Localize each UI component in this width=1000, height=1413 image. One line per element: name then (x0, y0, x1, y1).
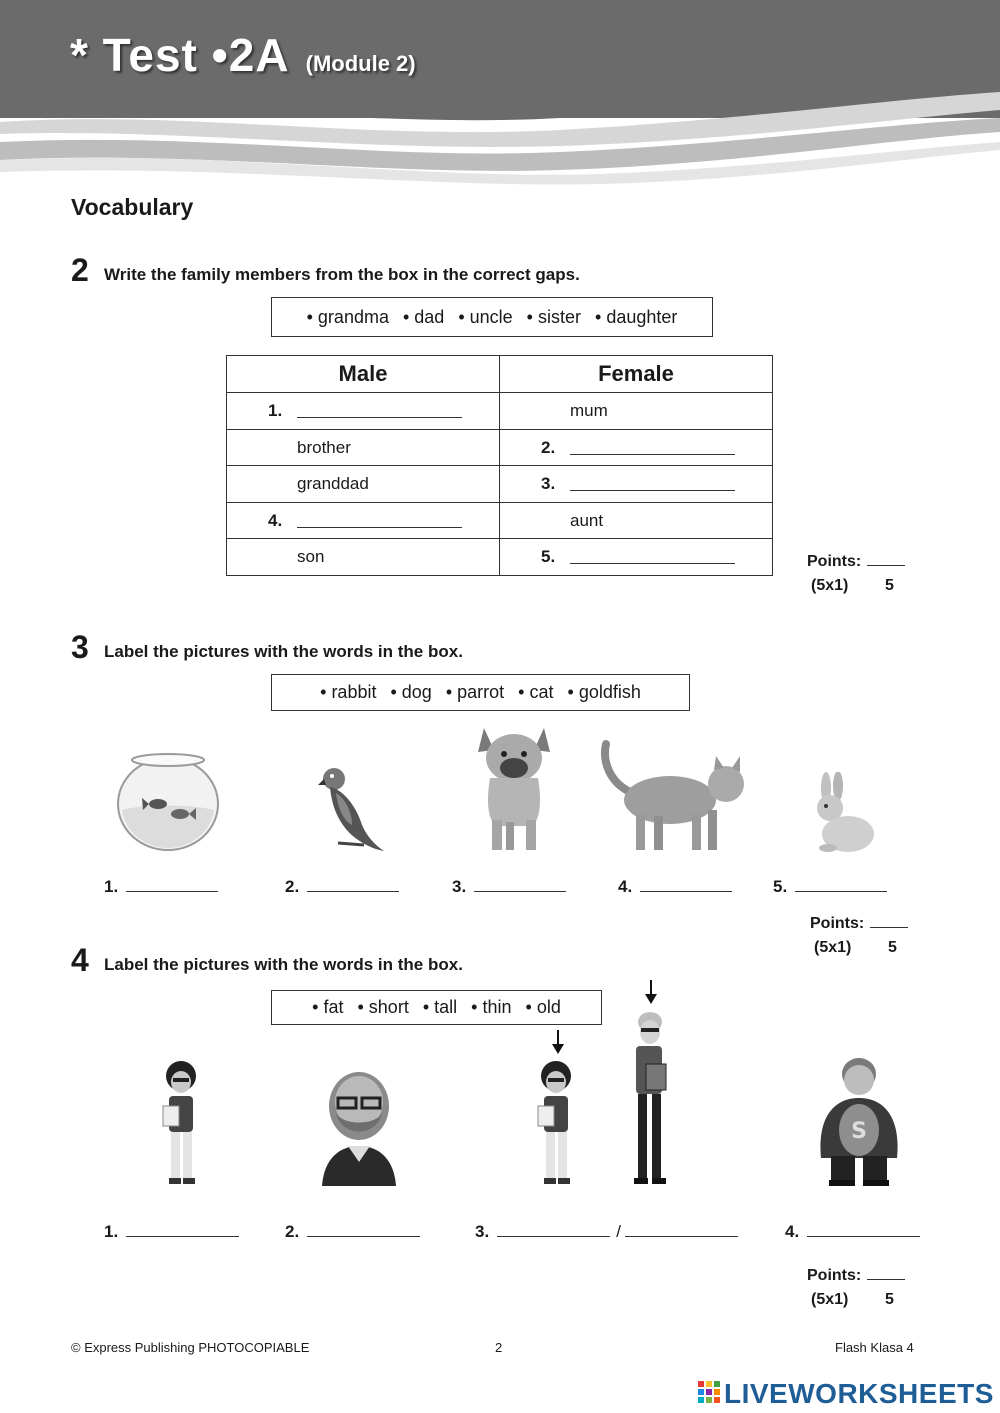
exercise-4-points (807, 1264, 927, 1316)
header-banner (0, 0, 1000, 190)
given-word: granddad (297, 474, 369, 494)
given-word: brother (297, 437, 351, 457)
exercise-4-answer (285, 1222, 420, 1242)
word-box-item: • dad (403, 307, 444, 328)
goldfish-bowl-picture (112, 750, 224, 852)
male-cell (227, 429, 500, 466)
word-box-item: • old (526, 997, 561, 1018)
exercise-2-number: 2 (71, 252, 89, 288)
exercise-3-answer (104, 877, 218, 897)
answer-gap[interactable] (570, 563, 735, 564)
footer-book-title: Flash Klasa 4 (835, 1340, 914, 1355)
female-header: Female (500, 356, 773, 393)
answer-gap[interactable] (307, 878, 399, 892)
table-header-row (227, 356, 773, 393)
answer-number: 2. (285, 877, 300, 896)
item-number: 3. (541, 474, 556, 494)
answer-gap[interactable] (307, 1223, 420, 1237)
footer-copyright: © Express Publishing PHOTOCOPIABLE (71, 1340, 310, 1355)
points-label: Points: (810, 915, 865, 932)
answer-gap[interactable] (640, 878, 732, 892)
word-box-item: • dog (390, 682, 431, 703)
female-cell[interactable] (500, 429, 773, 466)
exercise-4-answer (104, 1222, 239, 1242)
dog-picture (466, 722, 562, 854)
svg-text:S: S (851, 1119, 867, 1144)
female-cell[interactable] (500, 539, 773, 576)
female-cell (500, 393, 773, 430)
table-row (227, 393, 773, 430)
answer-gap[interactable] (126, 878, 218, 892)
liveworksheets-brand: LIVEWORKSHEETS (724, 1378, 994, 1409)
answer-gap[interactable] (795, 878, 887, 892)
word-box-item: • cat (518, 682, 553, 703)
liveworksheets-logo-icon (698, 1381, 720, 1403)
word-box-item: • rabbit (320, 682, 376, 703)
rabbit-picture (806, 772, 878, 854)
down-arrow-icon (550, 1030, 566, 1056)
given-word: son (297, 547, 325, 567)
item-number: 2. (541, 437, 556, 457)
word-box-item: • grandma (307, 307, 389, 328)
exercise-4-word-box (271, 990, 602, 1025)
male-header: Male (227, 356, 500, 393)
points-calc: (5x1) (814, 939, 852, 956)
exercise-3-answer (618, 877, 732, 897)
given-word: aunt (570, 510, 604, 530)
points-gap[interactable] (870, 914, 908, 928)
answer-number: 1. (104, 1222, 119, 1241)
male-cell (227, 466, 500, 503)
answer-gap[interactable] (570, 490, 735, 491)
short-boy-picture (155, 1058, 207, 1188)
answer-number: 3. (475, 1222, 490, 1241)
word-box-item: • short (357, 997, 408, 1018)
fat-boy-picture (815, 1054, 903, 1188)
exercise-4-answer (475, 1222, 738, 1242)
points-max: 5 (885, 1291, 894, 1308)
exercise-3-points (810, 912, 930, 964)
points-max: 5 (885, 577, 894, 594)
answer-number: 3. (452, 877, 467, 896)
page-title (70, 28, 416, 82)
points-label: Points: (807, 1267, 862, 1284)
points-calc: (5x1) (811, 1291, 849, 1308)
answer-gap[interactable] (497, 1223, 610, 1237)
item-number: 5. (541, 547, 556, 567)
table-row (227, 466, 773, 503)
parrot-picture (318, 765, 386, 853)
word-box-item: • fat (312, 997, 343, 1018)
exercise-4-instruction: Label the pictures with the words in the box. (104, 955, 463, 974)
exercise-3-instruction: Label the pictures with the words in the box. (104, 642, 463, 661)
exercise-4-answer (785, 1222, 920, 1242)
family-table (226, 355, 773, 576)
exercise-4-number: 4 (71, 942, 89, 978)
title-subtitle: (Module 2) (305, 51, 416, 76)
cat-picture (600, 738, 752, 854)
exercise-3-number: 3 (71, 629, 89, 665)
word-box-item: • daughter (595, 307, 677, 328)
points-gap[interactable] (867, 1266, 905, 1280)
answer-gap[interactable] (297, 527, 462, 528)
word-box-item: • thin (471, 997, 511, 1018)
points-label: Points: (807, 553, 862, 570)
points-max: 5 (888, 939, 897, 956)
answer-gap[interactable] (474, 878, 566, 892)
male-cell (227, 539, 500, 576)
table-row (227, 502, 773, 539)
answer-number: 2. (285, 1222, 300, 1241)
answer-slash: / (616, 1222, 621, 1241)
answer-gap[interactable] (625, 1223, 738, 1237)
short-boy-comparison-picture (530, 1058, 582, 1188)
tall-boy-picture (624, 1008, 676, 1188)
word-box-item: • goldfish (568, 682, 641, 703)
answer-gap[interactable] (570, 454, 735, 455)
footer-page-number: 2 (495, 1340, 503, 1355)
exercise-2-word-box (271, 297, 713, 337)
answer-number: 4. (785, 1222, 800, 1241)
male-cell[interactable] (227, 393, 500, 430)
answer-number: 1. (104, 877, 119, 896)
exercise-3-answer (452, 877, 566, 897)
word-box-item: • uncle (458, 307, 512, 328)
answer-number: 4. (618, 877, 633, 896)
male-cell[interactable] (227, 502, 500, 539)
title-text: * Test •2A (70, 29, 288, 81)
word-box-item: • sister (527, 307, 581, 328)
exercise-2-instruction: Write the family members from the box in the correct gaps. (104, 265, 580, 284)
item-number: 4. (268, 510, 283, 530)
exercise-2-points (807, 550, 927, 602)
exercise-3-word-box (271, 674, 690, 711)
section-heading: Vocabulary (71, 194, 194, 220)
female-cell (500, 502, 773, 539)
answer-gap[interactable] (126, 1223, 239, 1237)
word-box-item: • tall (423, 997, 457, 1018)
female-cell[interactable] (500, 466, 773, 503)
old-man-picture (320, 1066, 398, 1186)
answer-gap[interactable] (297, 417, 462, 418)
exercise-3-answer (285, 877, 399, 897)
table-row (227, 429, 773, 466)
answer-number: 5. (773, 877, 788, 896)
down-arrow-icon (643, 980, 659, 1006)
answer-gap[interactable] (807, 1223, 920, 1237)
exercise-3-answer (773, 877, 887, 897)
given-word: mum (570, 401, 608, 420)
table-row (227, 539, 773, 576)
points-calc: (5x1) (811, 577, 849, 594)
points-gap[interactable] (867, 552, 905, 566)
word-box-item: • parrot (446, 682, 504, 703)
item-number: 1. (268, 401, 283, 420)
